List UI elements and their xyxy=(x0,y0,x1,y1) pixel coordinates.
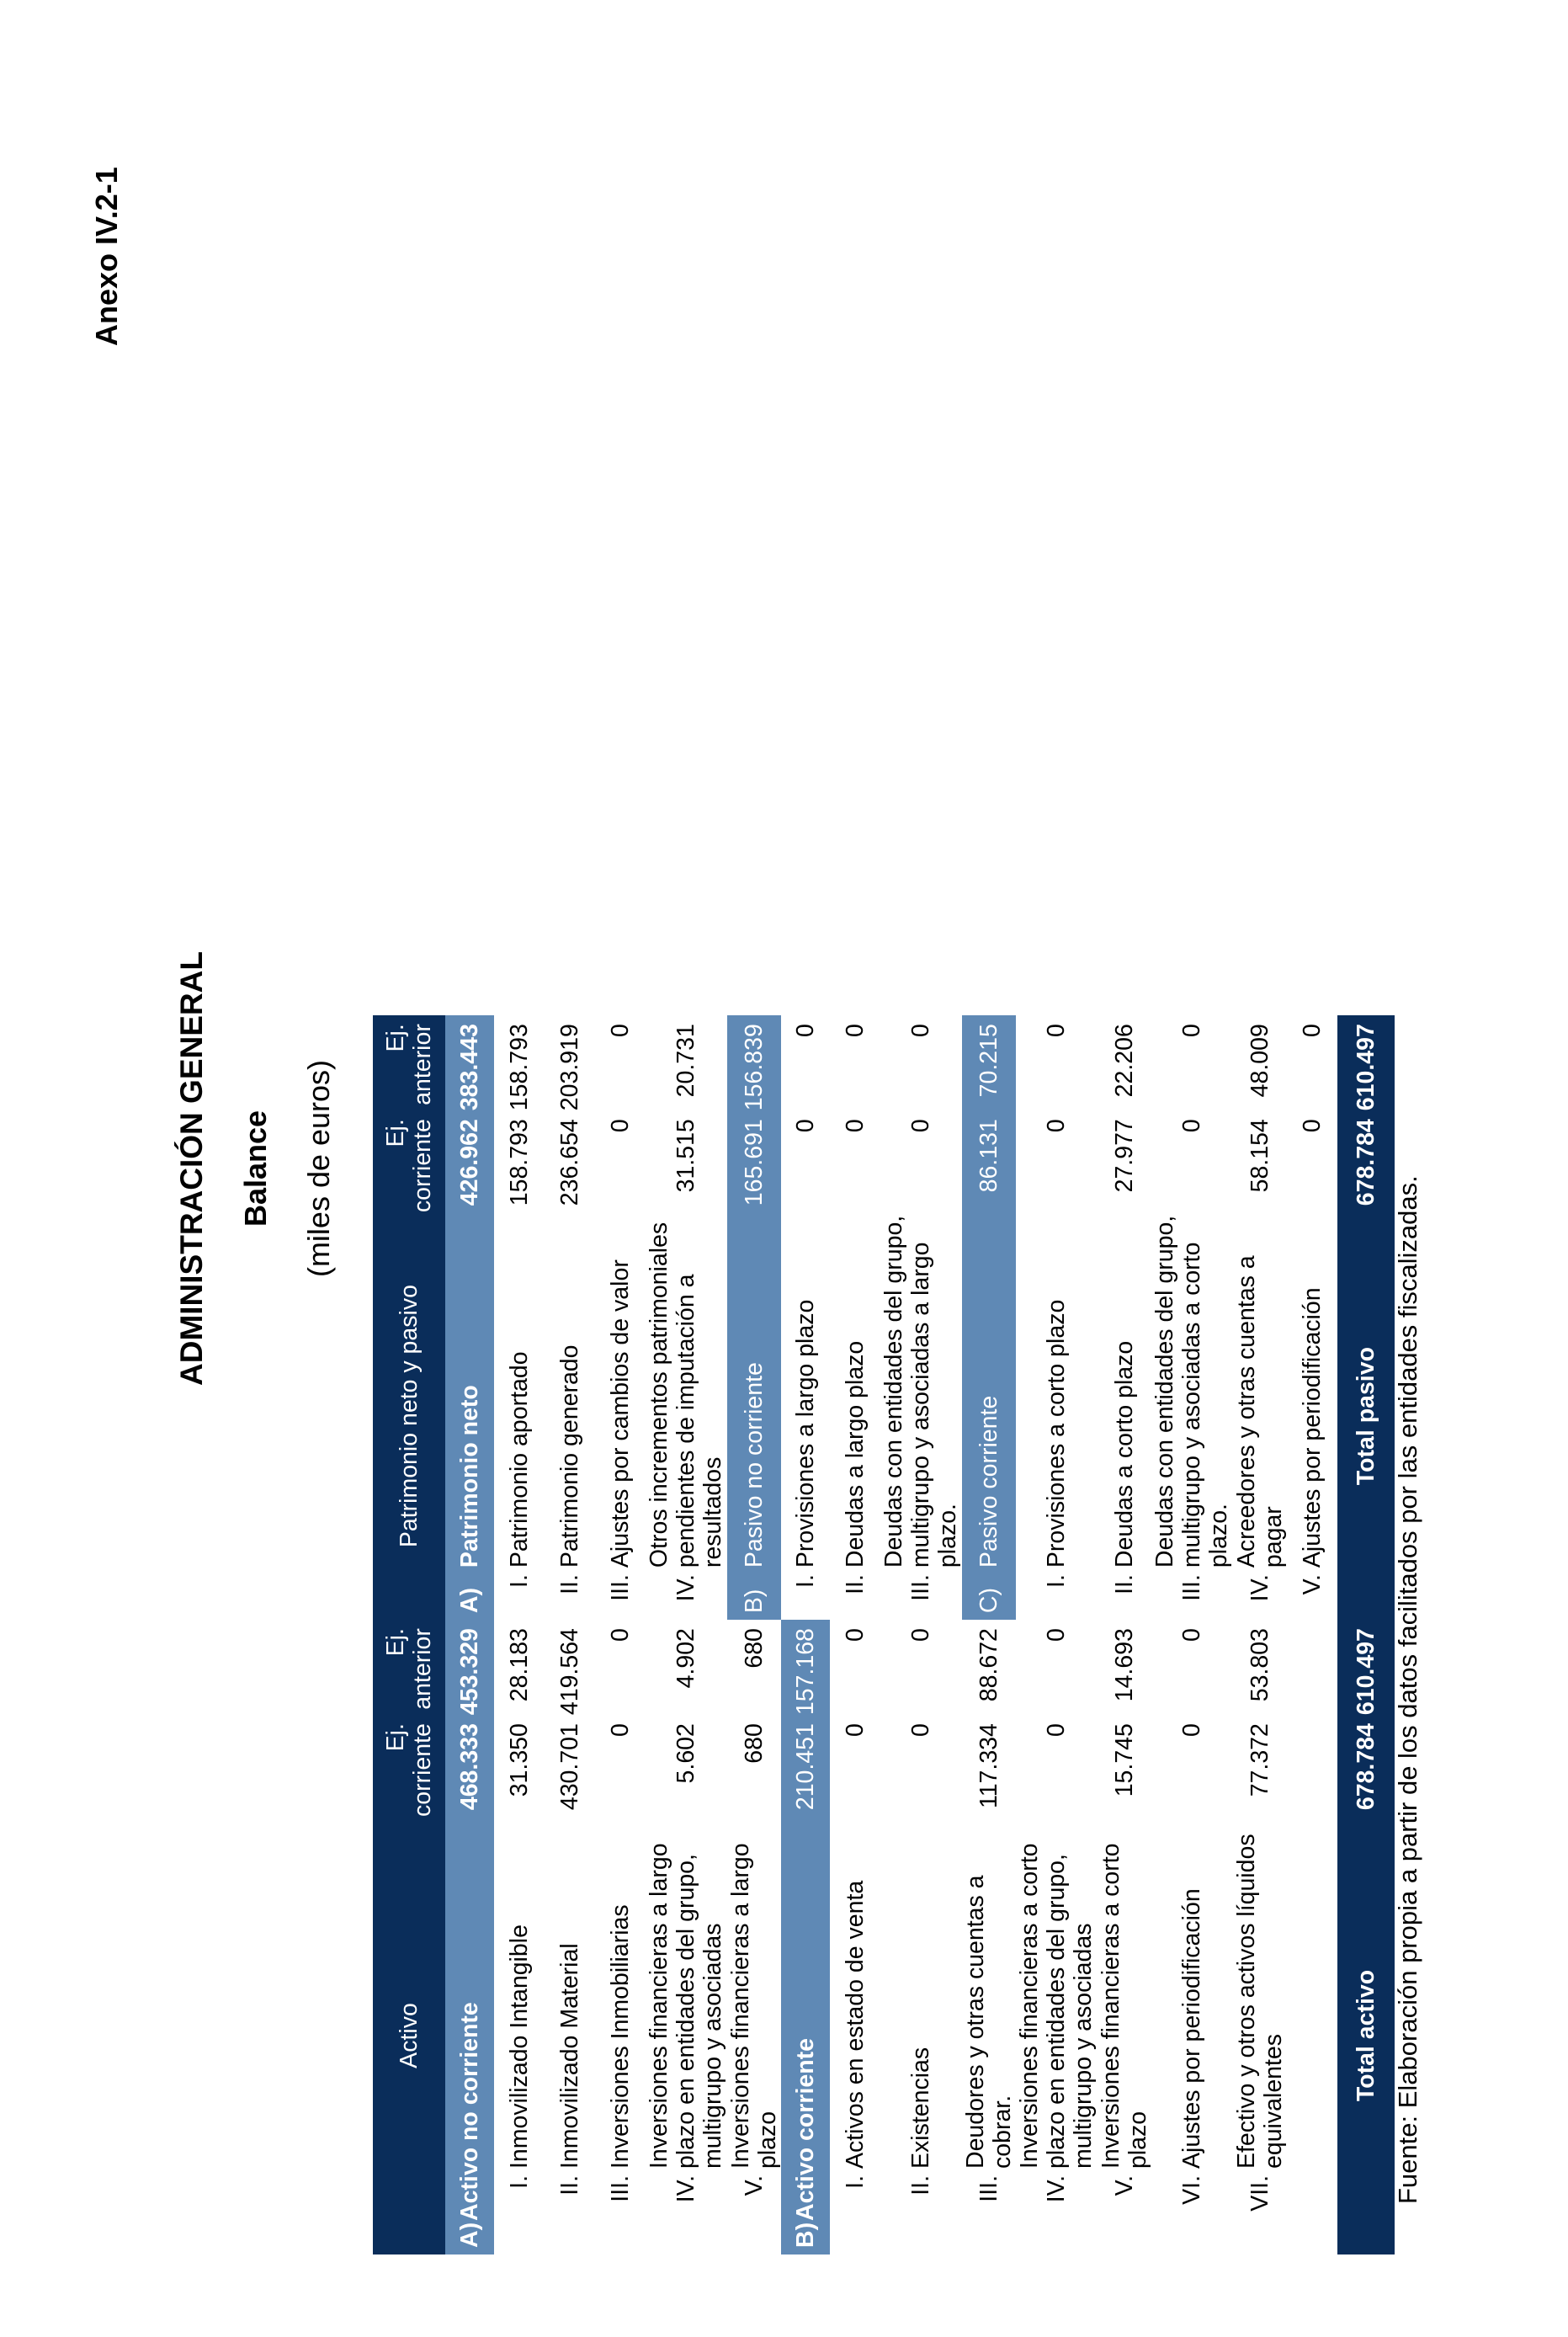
asset-indent xyxy=(962,2221,1016,2254)
asset-roman-numeral: I. xyxy=(505,2175,533,2189)
asset-current-value: 680 xyxy=(740,1723,768,1764)
asset-indent xyxy=(545,2221,595,2254)
asset-empty xyxy=(1287,1620,1337,2254)
liability-roman-numeral: III. xyxy=(1178,1574,1206,1601)
asset-previous-value: 453.329 xyxy=(445,1620,494,1715)
asset-previous-value: 0 xyxy=(841,1628,869,1642)
asset-roman-numeral: VII. xyxy=(1246,2175,1273,2212)
asset-section-label: Activo no corriente xyxy=(445,1817,494,2221)
asset-roman-numeral: IV. xyxy=(672,2175,700,2203)
asset-current-value: 31.350 xyxy=(505,1723,533,1797)
asset-label: Inversiones financieras a corto plazo xyxy=(1097,1843,1151,2169)
asset-previous-value: 88.672 xyxy=(975,1628,1002,1702)
liability-current-value: 0 xyxy=(1043,1119,1071,1133)
document-title: ADMINISTRACIÓN GENERAL xyxy=(174,951,209,1386)
liability-roman-numeral: II. xyxy=(841,1574,869,1594)
liability-label: Deudas con entidades del grupo, multigrupo y asociadas a largo plazo. xyxy=(880,1215,962,1568)
liability-roman-numeral: I. xyxy=(791,1574,819,1588)
table-row xyxy=(1016,1015,1098,2254)
liability-label: Patrimonio aportado xyxy=(505,1351,533,1568)
liabilities-current-header: Ej. corriente xyxy=(373,1110,445,1212)
asset-current-value: 77.372 xyxy=(1246,1723,1273,1797)
total-liabilities-label: Total pasivo xyxy=(1337,1212,1395,1620)
table-row xyxy=(830,1015,880,2254)
liability-previous-value: 0 xyxy=(1298,1024,1326,1038)
liability-current-value: 27.977 xyxy=(1110,1119,1138,1193)
asset-current-value: 0 xyxy=(907,1723,935,1737)
liability-roman-numeral: III. xyxy=(606,1574,634,1601)
table-row xyxy=(727,1015,781,2254)
total-assets-previous: 610.497 xyxy=(1337,1620,1395,1715)
table-row xyxy=(646,1015,727,2254)
liability-current-value: 0 xyxy=(841,1119,869,1133)
liability-section-code: C) xyxy=(962,1568,1016,1620)
table-row xyxy=(962,1015,1016,2254)
asset-label: Inversiones financieras a corto plazo en entidades del grupo, multigrupo y asociadas xyxy=(1016,1843,1098,2169)
asset-section-code: B) xyxy=(781,2221,830,2254)
liability-label: Acreedores y otras cuentas a pagar xyxy=(1232,1255,1287,1568)
asset-previous-value: 157.168 xyxy=(781,1620,830,1715)
liability-previous-value: 203.919 xyxy=(555,1024,583,1111)
asset-label: Inmovilizado Intangible xyxy=(505,1924,533,2169)
liability-roman-numeral: I. xyxy=(1043,1574,1071,1588)
table-row xyxy=(880,1015,962,2254)
asset-current-value: 0 xyxy=(1043,1723,1071,1737)
asset-current-value: 0 xyxy=(606,1723,634,1737)
liability-previous-value: 0 xyxy=(1178,1024,1206,1038)
liability-label: Deudas a corto plazo xyxy=(1110,1340,1138,1568)
liability-previous-value: 0 xyxy=(606,1024,634,1038)
total-liabilities-previous: 610.497 xyxy=(1337,1015,1395,1110)
asset-previous-value: 28.183 xyxy=(505,1628,533,1702)
asset-previous-value: 14.693 xyxy=(1110,1628,1138,1702)
liability-current-value: 236.654 xyxy=(555,1119,583,1206)
asset-current-value: 0 xyxy=(1178,1723,1206,1737)
liability-current-value: 158.793 xyxy=(505,1119,533,1206)
liability-label: Ajustes por cambios de valor xyxy=(606,1259,634,1568)
asset-current-value: 468.333 xyxy=(445,1715,494,1817)
units-note: (miles de euros) xyxy=(301,1059,336,1278)
liability-label: Deudas a largo plazo xyxy=(841,1340,869,1568)
asset-indent xyxy=(727,2221,781,2254)
liability-current-value: 426.962 xyxy=(445,1110,494,1212)
liability-roman-numeral: IV. xyxy=(1246,1574,1273,1602)
liability-current-value: 165.691 xyxy=(727,1110,781,1212)
liability-section-code: B) xyxy=(727,1568,781,1620)
table-row xyxy=(1098,1015,1151,2254)
assets-previous-header: Ej. anterior xyxy=(373,1620,445,1715)
asset-label: Inmovilizado Material xyxy=(555,1943,583,2169)
liability-roman-numeral: V. xyxy=(1298,1574,1326,1595)
liability-previous-value: 22.206 xyxy=(1110,1024,1138,1098)
asset-roman-numeral: II. xyxy=(907,2175,935,2196)
assets-current-header: Ej. corriente xyxy=(373,1715,445,1817)
asset-section-code: A) xyxy=(445,2221,494,2254)
asset-previous-value: 419.564 xyxy=(555,1628,583,1716)
liability-label: Ajustes por periodificación xyxy=(1298,1287,1326,1568)
asset-label: Inversiones Inmobiliarias xyxy=(606,1904,634,2169)
asset-indent xyxy=(595,2221,646,2254)
asset-indent xyxy=(1233,2221,1287,2254)
asset-roman-numeral: IV. xyxy=(1043,2175,1071,2203)
liability-current-value: 86.131 xyxy=(962,1110,1016,1212)
table-row xyxy=(595,1015,646,2254)
liability-current-value: 0 xyxy=(907,1119,935,1133)
asset-indent xyxy=(1016,2221,1098,2254)
asset-roman-numeral: VI. xyxy=(1178,2175,1206,2205)
table-row xyxy=(545,1015,595,2254)
liability-section-label: Pasivo corriente xyxy=(962,1212,1016,1568)
asset-previous-value: 0 xyxy=(907,1628,935,1642)
asset-previous-value: 0 xyxy=(1178,1628,1206,1642)
asset-indent xyxy=(1151,2221,1233,2254)
liability-current-value: 0 xyxy=(606,1119,634,1133)
asset-indent xyxy=(830,2221,880,2254)
annex-label: Anexo IV.2-1 xyxy=(89,167,124,346)
document-subtitle: Balance xyxy=(238,1110,273,1227)
liability-previous-value: 158.793 xyxy=(505,1024,533,1111)
asset-current-value: 210.451 xyxy=(781,1715,830,1817)
asset-current-value: 0 xyxy=(841,1723,869,1737)
asset-current-value: 15.745 xyxy=(1110,1723,1138,1797)
liability-current-value: 58.154 xyxy=(1246,1119,1273,1193)
asset-label: Ajustes por periodificación xyxy=(1178,1888,1206,2169)
liability-previous-value: 383.443 xyxy=(445,1015,494,1110)
total-liabilities-current: 678.784 xyxy=(1337,1110,1395,1212)
asset-roman-numeral: II. xyxy=(555,2175,583,2196)
liabilities-previous-header: Ej. anterior xyxy=(373,1015,445,1110)
table-row xyxy=(1233,1015,1287,2254)
asset-current-value: 5.602 xyxy=(672,1723,700,1784)
asset-previous-value: 4.902 xyxy=(672,1628,700,1689)
liability-roman-numeral: IV. xyxy=(672,1574,700,1602)
liability-previous-value: 0 xyxy=(841,1024,869,1038)
asset-label: Activos en estado de venta xyxy=(841,1880,869,2169)
asset-roman-numeral: V. xyxy=(1110,2175,1138,2196)
liability-previous-value: 156.839 xyxy=(727,1015,781,1110)
asset-previous-value: 53.803 xyxy=(1246,1628,1273,1702)
asset-section-label: Activo corriente xyxy=(781,1817,830,2221)
liability-current-value: 0 xyxy=(1298,1119,1326,1133)
liability-roman-numeral: II. xyxy=(555,1574,583,1594)
liability-current-value: 31.515 xyxy=(672,1119,700,1193)
asset-label: Efectivo y otros activos líquidos equivalentes xyxy=(1232,1834,1287,2169)
asset-roman-numeral: V. xyxy=(740,2175,768,2196)
table-row xyxy=(494,1015,545,2254)
source-note: Fuente: Elaboración propia a partir de los datos facilitados por las entidades fiscalizadas. xyxy=(1393,1175,1422,2204)
asset-roman-numeral: III. xyxy=(975,2175,1002,2202)
liability-label: Provisiones a largo plazo xyxy=(791,1299,819,1568)
asset-current-value: 117.334 xyxy=(975,1723,1002,1809)
asset-label: Inversiones financieras a largo plazo en entidades del grupo, multigrupo y asociadas xyxy=(646,1843,727,2169)
total-assets-current: 678.784 xyxy=(1337,1715,1395,1817)
asset-roman-numeral: I. xyxy=(841,2175,869,2189)
liability-roman-numeral: II. xyxy=(1110,1574,1138,1594)
liability-current-value: 0 xyxy=(1178,1119,1206,1133)
liability-section-label: Patrimonio neto xyxy=(445,1212,494,1568)
asset-label: Existencias xyxy=(907,2047,935,2169)
asset-indent xyxy=(494,2221,545,2254)
liabilities-header: Patrimonio neto y pasivo xyxy=(373,1212,445,1620)
asset-label: Deudores y otras cuentas a cobrar. xyxy=(961,1875,1016,2169)
asset-previous-value: 680 xyxy=(740,1628,768,1669)
table-row xyxy=(781,1015,830,2254)
balance-table xyxy=(373,1015,1395,2254)
asset-roman-numeral: III. xyxy=(606,2175,634,2202)
liability-previous-value: 0 xyxy=(791,1024,819,1038)
asset-previous-value: 0 xyxy=(606,1628,634,1642)
asset-previous-value: 0 xyxy=(1043,1628,1071,1642)
table-row xyxy=(1287,1015,1337,2254)
asset-indent xyxy=(880,2221,962,2254)
table-row xyxy=(445,1015,494,2254)
asset-indent xyxy=(646,2221,727,2254)
totals-row xyxy=(1337,1015,1395,2254)
liability-label: Provisiones a corto plazo xyxy=(1043,1299,1071,1568)
table-header-row xyxy=(373,1015,445,2254)
liability-label: Patrimonio generado xyxy=(555,1344,583,1568)
liability-previous-value: 70.215 xyxy=(962,1015,1016,1110)
table-row xyxy=(1151,1015,1233,2254)
liability-label: Otros incrementos patrimoniales pendientes de imputación a resultados xyxy=(646,1222,727,1568)
liability-previous-value: 0 xyxy=(907,1024,935,1038)
total-assets-label: Total activo xyxy=(1337,1817,1395,2254)
liability-section-label: Pasivo no corriente xyxy=(727,1212,781,1568)
liability-roman-numeral: III. xyxy=(907,1574,935,1601)
liability-previous-value: 48.009 xyxy=(1246,1024,1273,1098)
asset-current-value: 430.701 xyxy=(555,1723,583,1811)
liability-roman-numeral: I. xyxy=(505,1574,533,1588)
table-body xyxy=(445,1015,1395,2254)
assets-header: Activo xyxy=(373,1817,445,2254)
asset-label: Inversiones financieras a largo plazo xyxy=(726,1843,781,2169)
asset-indent xyxy=(1098,2221,1151,2254)
liability-current-value: 0 xyxy=(791,1119,819,1133)
liability-section-code: A) xyxy=(445,1568,494,1620)
liability-previous-value: 20.731 xyxy=(672,1024,700,1098)
liability-previous-value: 0 xyxy=(1043,1024,1071,1038)
liability-label: Deudas con entidades del grupo, multigrupo y asociadas a corto plazo. xyxy=(1151,1215,1233,1568)
